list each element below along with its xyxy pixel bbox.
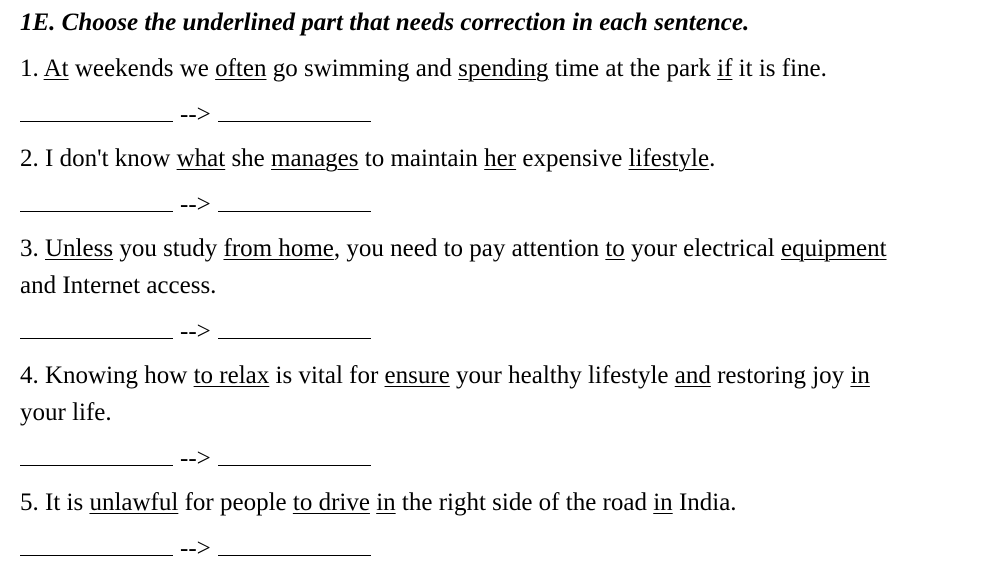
- sentence-text: for people: [178, 489, 293, 516]
- answer-row-3: [20, 317, 371, 347]
- sentence-text: .: [709, 145, 716, 172]
- sentence-line: [20, 267, 887, 304]
- sentence-line: [20, 357, 870, 394]
- sentence-text: the right side of the road: [395, 489, 654, 516]
- sentence-text: she: [225, 145, 272, 172]
- sentence-line: [20, 394, 870, 431]
- sentence-line: [20, 484, 737, 521]
- underlined-option[interactable]: to: [605, 235, 625, 262]
- answer-arrow: -->: [180, 535, 211, 562]
- underlined-option[interactable]: if: [717, 55, 733, 82]
- underlined-option[interactable]: to drive: [292, 489, 370, 516]
- sentence-text: expensive: [516, 145, 629, 172]
- sentence-text: it is fine.: [732, 55, 827, 82]
- answer-blank-correct-3[interactable]: [218, 318, 371, 339]
- sentence-line: [20, 230, 887, 267]
- answer-row-1: [20, 100, 371, 130]
- underlined-option[interactable]: manages: [271, 145, 359, 172]
- underlined-option[interactable]: in: [850, 362, 870, 389]
- underlined-option[interactable]: unlawful: [89, 489, 179, 516]
- question-5: [20, 484, 737, 521]
- answer-arrow: -->: [180, 318, 211, 345]
- sentence-line: [20, 140, 715, 177]
- sentence-text: India.: [672, 489, 737, 516]
- underlined-option[interactable]: and: [674, 362, 711, 389]
- question-4: [20, 357, 870, 431]
- answer-blank-wrong-2[interactable]: [20, 191, 173, 212]
- underlined-option[interactable]: to relax: [193, 362, 270, 389]
- sentence-text: 2. I don't know: [20, 145, 177, 172]
- underlined-option[interactable]: often: [215, 55, 267, 82]
- underlined-option[interactable]: ensure: [384, 362, 450, 389]
- sentence-text: time at the park: [548, 55, 718, 82]
- sentence-text: and Internet access.: [20, 272, 217, 299]
- answer-blank-correct-5[interactable]: [218, 535, 371, 556]
- answer-blank-wrong-5[interactable]: [20, 535, 173, 556]
- underlined-option[interactable]: At: [43, 55, 69, 82]
- sentence-text: , you need to pay attention: [333, 235, 606, 262]
- answer-row-5: [20, 534, 371, 564]
- sentence-line: [20, 50, 827, 87]
- sentence-text: go swimming and: [266, 55, 459, 82]
- underlined-option[interactable]: from home: [223, 235, 334, 262]
- answer-blank-wrong-3[interactable]: [20, 318, 173, 339]
- sentence-text: 5. It is: [20, 489, 90, 516]
- question-2: [20, 140, 715, 177]
- answer-arrow: -->: [180, 191, 211, 218]
- underlined-option[interactable]: equipment: [780, 235, 887, 262]
- sentence-text: weekends we: [68, 55, 216, 82]
- underlined-option[interactable]: in: [653, 489, 673, 516]
- sentence-text: 4. Knowing how: [20, 362, 194, 389]
- answer-blank-wrong-4[interactable]: [20, 445, 173, 466]
- question-1: [20, 50, 827, 87]
- sentence-text: 3.: [20, 235, 45, 262]
- sentence-text: your life.: [20, 399, 112, 426]
- sentence-text: your electrical: [624, 235, 781, 262]
- question-3: [20, 230, 887, 304]
- sentence-text: your healthy lifestyle: [449, 362, 675, 389]
- sentence-text: is vital for: [269, 362, 385, 389]
- answer-row-4: [20, 444, 371, 474]
- answer-arrow: -->: [180, 101, 211, 128]
- exercise-title: 1E. Choose the underlined part that needs correction in each sentence.: [20, 9, 750, 36]
- sentence-text: you study: [113, 235, 224, 262]
- underlined-option[interactable]: in: [376, 489, 396, 516]
- underlined-option[interactable]: what: [176, 145, 226, 172]
- answer-blank-correct-2[interactable]: [218, 191, 371, 212]
- sentence-text: restoring joy: [710, 362, 851, 389]
- underlined-option[interactable]: Unless: [45, 235, 114, 262]
- answer-blank-correct-1[interactable]: [218, 101, 371, 122]
- underlined-option[interactable]: lifestyle: [628, 145, 710, 172]
- answer-blank-correct-4[interactable]: [218, 445, 371, 466]
- sentence-text: to maintain: [358, 145, 485, 172]
- answer-blank-wrong-1[interactable]: [20, 101, 173, 122]
- underlined-option[interactable]: spending: [458, 55, 549, 82]
- answer-row-2: [20, 190, 371, 220]
- answer-arrow: -->: [180, 445, 211, 472]
- sentence-text: 1.: [20, 55, 44, 82]
- underlined-option[interactable]: her: [484, 145, 517, 172]
